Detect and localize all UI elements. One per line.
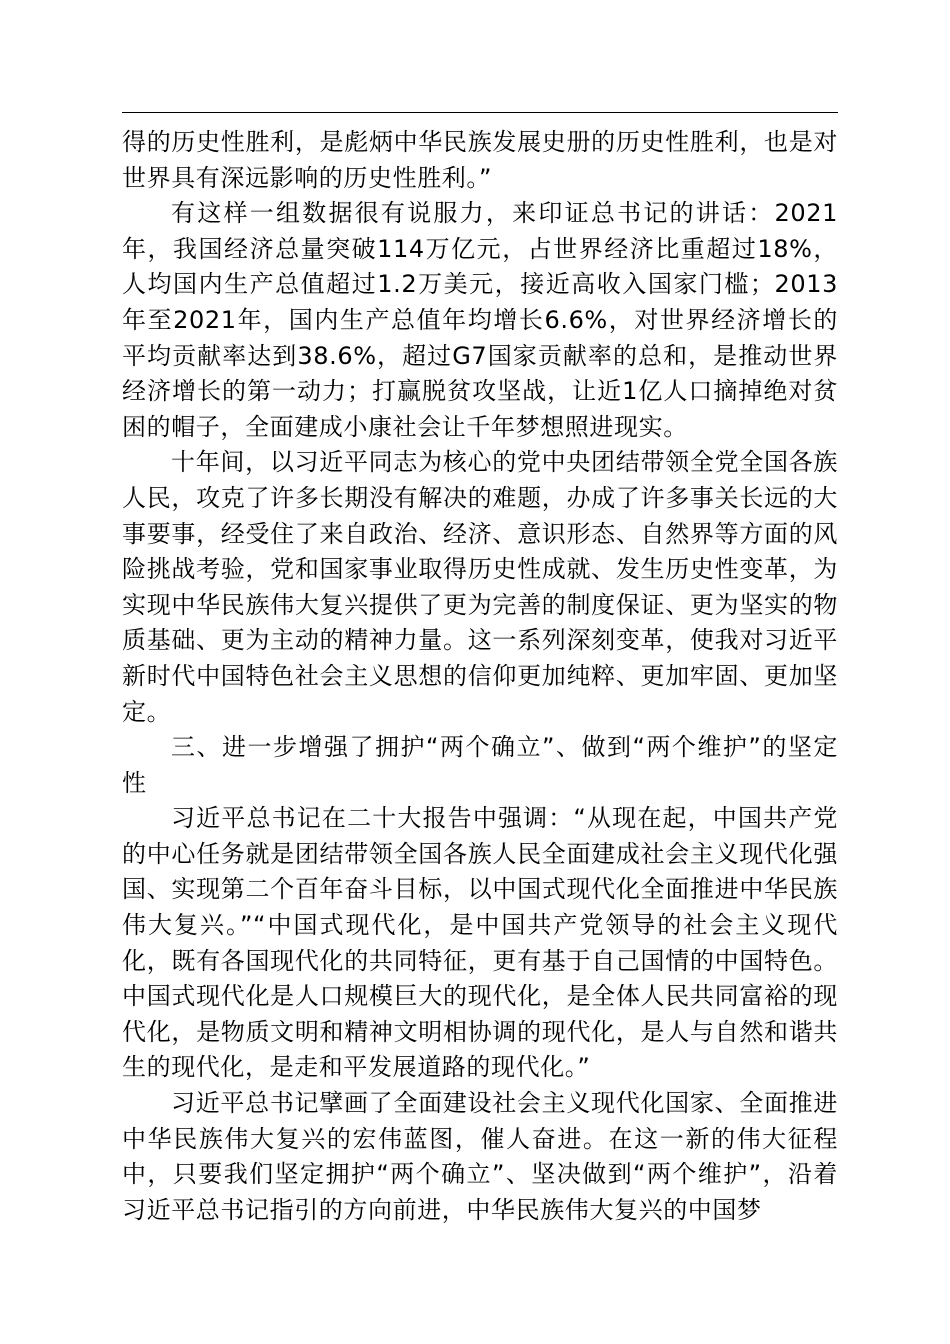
paragraph-ten-years: 十年间，以习近平同志为核心的党中央团结带领全党全国各族人民，攻克了许多长期没有解决的难题，办成了许多事关长远的大事要事，经受住了来自政治、经济、意识形态、自然界等方面的风险挑战考验，党和国家事业取得历史性成就、发生历史性变革，为实现中华民族伟大复兴提供了更为完善的制度保证、更为坚实的物质基础、更为主动的精神力量。这一系列深刻变革，使我对习近平新时代中国特色社会主义思想的信仰更加纯粹、更加牢固、更加坚定。 bbox=[122, 448, 838, 726]
document-body bbox=[122, 125, 838, 1228]
paragraph-economic-data: 有这样一组数据很有说服力，来印证总书记的讲话：2021年，我国经济总量突破114万亿元，占世界经济比重超过18%，人均国内生产总值超过1.2万美元，接近高收入国家门槛；2013年至2021年，国内生产总值年均增长6.6%，对世界经济增长的平均贡献率达到38.6%，超过G7国家贡献率的总和，是推动世界经济增长的第一动力；打赢脱贫攻坚战，让近1亿人口摘掉绝对贫困的帽子，全面建成小康社会让千年梦想照进现实。 bbox=[122, 199, 838, 441]
paragraph-blueprint: 习近平总书记擘画了全面建设社会主义现代化国家、全面推进中华民族伟大复兴的宏伟蓝图，催人奋进。在这一新的伟大征程中，只要我们坚定拥护“两个确立”、坚决做到“两个维护”，沿着习近平总书记指引的方向前进，中华民族伟大复兴的中国梦 bbox=[122, 1089, 838, 1224]
paragraph-continuation: 得的历史性胜利，是彪炳中华民族发展史册的历史性胜利，也是对世界具有深远影响的历史性胜利。” bbox=[122, 128, 838, 192]
header-rule bbox=[122, 112, 838, 113]
paragraph-report-quote: 习近平总书记在二十大报告中强调：“从现在起，中国共产党的中心任务就是团结带领全国各族人民全面建成社会主义现代化强国、实现第二个百年奋斗目标，以中国式现代化全面推进中华民族伟大复兴。”“中国式现代化，是中国共产党领导的社会主义现代化，既有各国现代化的共同特征，更有基于自己国情的中国特色。中国式现代化是人口规模巨大的现代化，是全体人民共同富裕的现代化，是物质文明和精神文明相协调的现代化，是人与自然和谐共生的现代化，是走和平发展道路的现代化。” bbox=[122, 804, 838, 1082]
section-heading-three: 三、进一步增强了拥护“两个确立”、做到“两个维护”的坚定性 bbox=[122, 733, 838, 797]
